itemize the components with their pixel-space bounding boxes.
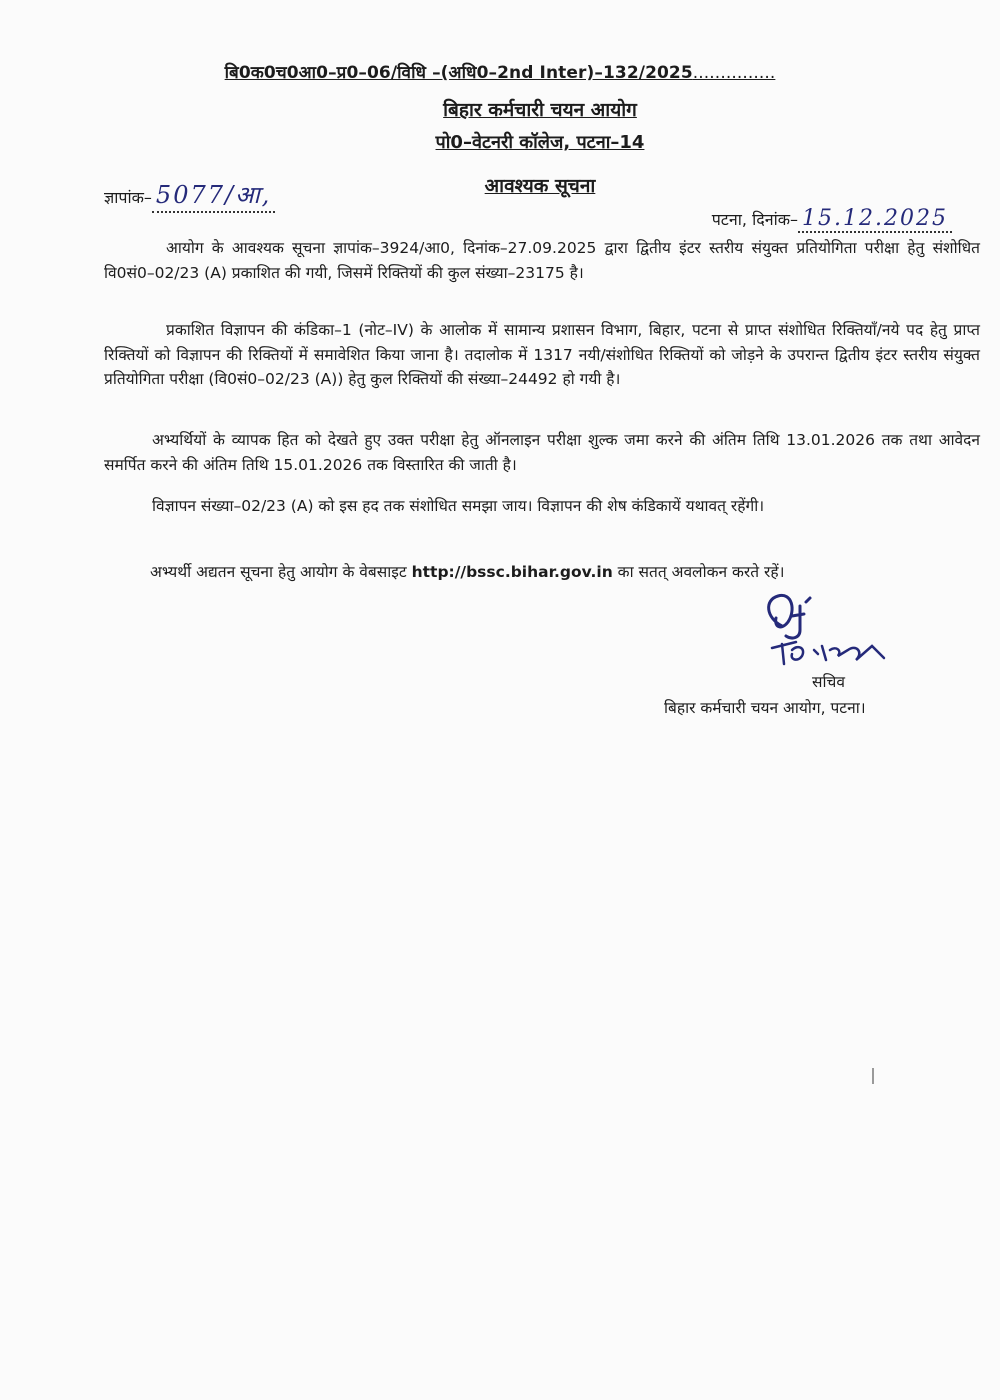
paragraph-1: आयोग के आवश्यक सूचना ज्ञापांक–3924/आ0, दिनांक–27.09.2025 द्वारा द्वितीय इंटर स्तरीय संयुक्त प्रतियोगिता परीक्षा हेतु संशोधित वि0सं0–02/23 (A) प्रकाशित की गयी, जिसमें रिक्तियों की कुल संख्या–23175 है। xyxy=(104,239,980,282)
organization-address: पो0–वेटनरी कॉलेज, पटना–14 xyxy=(435,132,645,153)
paragraph-5 xyxy=(104,560,980,585)
scan-mark xyxy=(872,1068,874,1084)
handwritten-signature xyxy=(752,588,902,678)
date-handwritten: 15.12.2025 xyxy=(798,206,952,233)
paragraph-5-end: का सतत् अवलोकन करते रहें। xyxy=(612,563,785,581)
place-date xyxy=(712,206,952,233)
signature-stroke-3 xyxy=(806,598,810,602)
signatory-organization: बिहार कर्मचारी चयन आयोग, पटना। xyxy=(664,699,866,717)
paragraph-5-start: अभ्यर्थी अद्यतन सूचना हेतु आयोग के वेबसाइट xyxy=(150,563,412,581)
organization-name: बिहार कर्मचारी चयन आयोग xyxy=(443,99,637,121)
notice-title: आवश्यक सूचना xyxy=(484,175,596,197)
memo-number-handwritten: 5077/आ, xyxy=(152,178,275,213)
memo-label: ज्ञापांक– xyxy=(104,188,152,207)
place-date-label: पटना, दिनांक– xyxy=(711,210,799,229)
signature-stroke-5 xyxy=(814,646,884,660)
paragraph-4: विज्ञापन संख्या–02/23 (A) को इस हद तक संशोधित समझा जाय। विज्ञापन की शेष कंडिकायें यथावत् रहेंगी। xyxy=(152,497,765,515)
signature-stroke-1 xyxy=(769,595,792,627)
reference-number xyxy=(0,60,1000,83)
paragraph-2: प्रकाशित विज्ञापन की कंडिका–1 (नोट–IV) के आलोक में सामान्य प्रशासन विभाग, बिहार, पटना से प्राप्त संशोधित रिक्तियाँ/नये पद हेतु प्राप्त रिक्तियों को विज्ञापन की रिक्तियों में समावेशित किया जाना है। तदालोक में 1317 नयी/संशोधित रिक्तियों को जोड़ने के उपरान्त द्वितीय इंटर स्तरीय संयुक्त प्रतियोगिता परीक्षा (वि0सं0–02/23 (A)) हेतु कुल रिक्तियों की संख्या–24492 हो गयी है। xyxy=(104,321,980,388)
reference-number-text: बि0क0च0आ0–प्र0–06/विधि –(अधि0–2nd Inter)–132/2025 xyxy=(224,63,693,83)
website-link[interactable]: http://bssc.bihar.gov.in xyxy=(411,563,613,581)
paragraph-3: अभ्यर्थियों के व्यापक हित को देखते हुए उक्त परीक्षा हेतु ऑनलाइन परीक्षा शुल्क जमा करने की अंतिम तिथि 13.01.2026 तक तथा आवेदन समर्पित करने की अंतिम तिथि 15.01.2026 तक विस्तारित की जाती है। xyxy=(104,431,980,474)
signatory-title: सचिव xyxy=(812,673,845,691)
memo-number xyxy=(104,178,275,213)
signature-stroke-4 xyxy=(772,642,803,664)
reference-dots: ............... xyxy=(692,63,776,83)
